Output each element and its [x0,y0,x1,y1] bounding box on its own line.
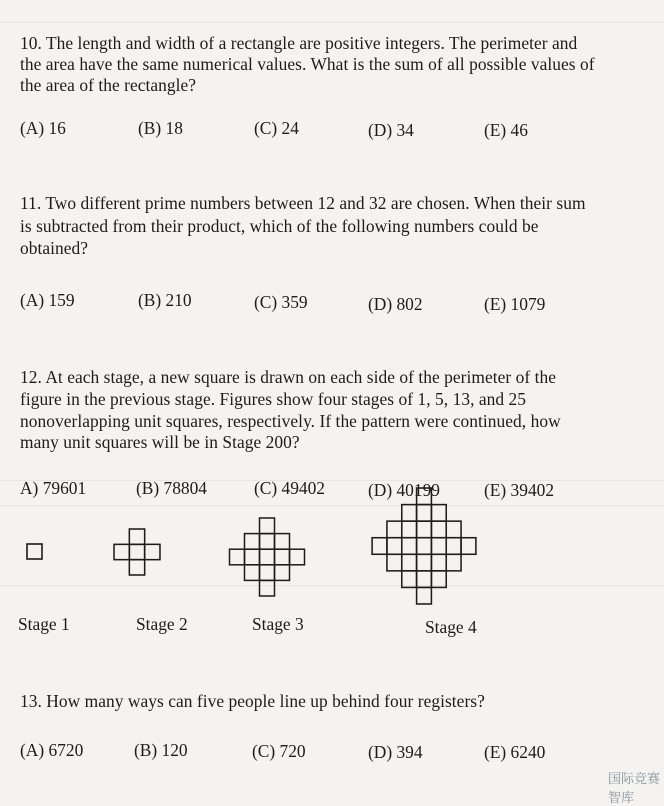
q11-option-a: (A) 159 [20,290,75,310]
stage-3-figure [228,517,306,597]
q10-line-2: the area have the same numerical values. What is the sum of all possible values of [20,54,595,74]
unit-square [446,554,461,571]
unit-square [387,521,402,538]
q11-line-1: 11. Two different prime numbers between 12 and 32 are chosen. When their sum [20,193,586,213]
q11-line-3: obtained? [20,238,89,258]
unit-square [402,521,417,538]
unit-square [417,505,432,522]
unit-square [145,544,160,559]
q10-option-d: (D) 34 [368,120,414,140]
q11-option-c: (C) 359 [254,292,308,312]
q12-line-2: figure in the previous stage. Figures show four stages of 1, 5, 13, and 25 [20,389,527,409]
unit-square [417,571,432,588]
unit-square [260,565,275,581]
unit-square [245,534,260,550]
unit-square [402,554,417,571]
stage-1-label: Stage 1 [18,614,70,634]
q13-option-a: (A) 6720 [20,740,84,760]
stage-1-figure [26,543,44,561]
stage-3-label: Stage 3 [252,614,304,634]
unit-square [387,538,402,555]
q13-option-d: (D) 394 [368,742,423,762]
unit-square [230,549,245,565]
q12-line-3: nonoverlapping unit squares, respectively. If the pattern were continued, how [20,411,561,431]
stage-4-figure [371,487,477,605]
q12-option-a: A) 79601 [20,478,87,498]
q12-option-b: (B) 78804 [136,478,208,498]
q12-option-d: (D) 40199 [368,480,440,500]
unit-square [129,544,144,559]
q11-option-b: (B) 210 [138,290,192,310]
unit-square [129,560,144,575]
q12-line-4: many unit squares will be in Stage 200? [20,432,300,452]
unit-square [446,538,461,555]
unit-square [417,538,432,555]
q12-option-e: (E) 39402 [484,480,555,500]
stage-4-label: Stage 4 [425,617,477,637]
unit-square [417,554,432,571]
q11-option-e: (E) 1079 [484,294,546,314]
unit-square [402,505,417,522]
unit-square [372,538,387,555]
q10-option-a: (A) 16 [20,118,66,138]
q13-option-b: (B) 120 [134,740,188,760]
unit-square [245,549,260,565]
unit-square [275,565,290,581]
unit-square [275,534,290,550]
unit-square [260,580,275,596]
unit-square [431,505,446,522]
unit-square [275,549,290,565]
unit-square [260,549,275,565]
unit-square [260,518,275,534]
unit-square [431,521,446,538]
q10-option-e: (E) 46 [484,120,528,140]
stage-2-label: Stage 2 [136,614,188,634]
unit-square [417,587,432,604]
unit-square [402,538,417,555]
stage-2-figure [113,528,161,576]
unit-square [402,571,417,588]
unit-square [290,549,305,565]
q12-option-c: (C) 49402 [254,478,326,498]
q13-line-1: 13. How many ways can five people line up behind four registers? [20,691,485,711]
unit-square [387,554,402,571]
unit-square [129,529,144,544]
q12-line-1: 12. At each stage, a new square is drawn on each side of the perimeter of the [20,367,556,387]
q10-option-c: (C) 24 [254,118,299,138]
q13-option-e: (E) 6240 [484,742,546,762]
unit-square [431,538,446,555]
q10-line-3: the area of the rectangle? [20,75,197,95]
q10-option-b: (B) 18 [138,118,183,138]
watermark: 国际竞赛智库 [608,772,661,806]
unit-square [245,565,260,581]
unit-square [446,521,461,538]
unit-square [431,554,446,571]
unit-square [114,544,129,559]
q11-option-d: (D) 802 [368,294,423,314]
unit-square [431,571,446,588]
unit-square [461,538,476,555]
q11-line-2: is subtracted from their product, which of the following numbers could be [20,216,539,236]
unit-square [417,521,432,538]
q13-option-c: (C) 720 [252,741,306,761]
unit-square [260,534,275,550]
unit-square [417,488,432,505]
q10-line-1: 10. The length and width of a rectangle are positive integers. The perimeter and [20,33,578,53]
